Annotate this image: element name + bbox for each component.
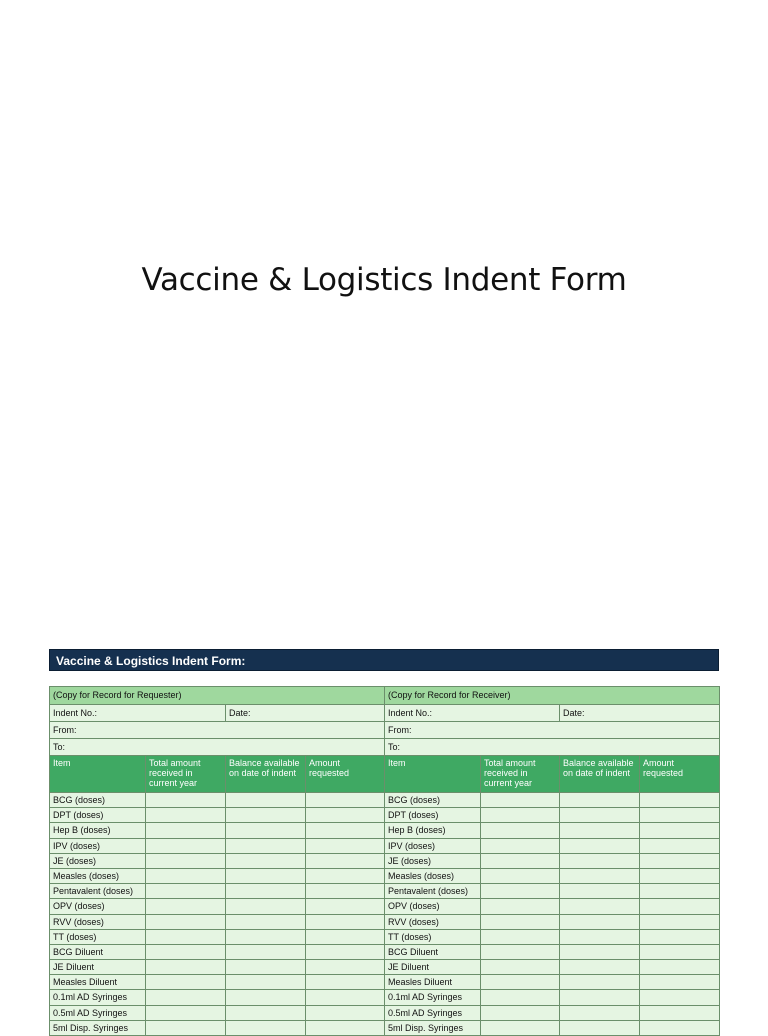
balance-available-cell[interactable] [226,808,306,823]
balance-available-cell[interactable] [226,1020,306,1035]
item-label: IPV (doses) [385,838,481,853]
amount-requested-cell[interactable] [640,975,720,990]
amount-requested-cell[interactable] [640,884,720,899]
item-label: BCG (doses) [50,793,146,808]
item-label: 0.5ml AD Syringes [385,1005,481,1020]
balance-available-cell[interactable] [226,960,306,975]
balance-available-cell[interactable] [560,960,640,975]
item-label: JE (doses) [385,853,481,868]
amount-requested-cell[interactable] [306,823,385,838]
column-header-total-received: Total amount received in current year [146,756,226,793]
indent-no-field[interactable]: Indent No.: [50,705,226,722]
balance-available-cell[interactable] [560,868,640,883]
total-received-cell[interactable] [146,899,226,914]
amount-requested-cell[interactable] [306,929,385,944]
amount-requested-cell[interactable] [306,793,385,808]
receiver-copy-table [384,686,720,1036]
total-received-cell[interactable] [146,975,226,990]
total-received-cell[interactable] [146,929,226,944]
table-row [50,1005,385,1020]
item-label: 0.1ml AD Syringes [50,990,146,1005]
date-field[interactable]: Date: [226,705,385,722]
balance-available-cell[interactable] [560,808,640,823]
amount-requested-cell[interactable] [306,868,385,883]
requester-copy-table [49,686,385,1036]
balance-available-cell[interactable] [560,884,640,899]
item-label: JE (doses) [50,853,146,868]
amount-requested-cell[interactable] [640,960,720,975]
table-row [50,853,385,868]
balance-available-cell[interactable] [226,990,306,1005]
item-label: DPT (doses) [50,808,146,823]
total-received-cell[interactable] [481,1020,560,1035]
table-row [50,914,385,929]
table-row [385,793,720,808]
balance-available-cell[interactable] [226,868,306,883]
total-received-cell[interactable] [146,853,226,868]
total-received-cell[interactable] [146,838,226,853]
amount-requested-cell[interactable] [640,929,720,944]
total-received-cell[interactable] [481,929,560,944]
balance-available-cell[interactable] [560,853,640,868]
total-received-cell[interactable] [481,884,560,899]
balance-available-cell[interactable] [226,793,306,808]
total-received-cell[interactable] [481,1005,560,1020]
column-header-amount-requested: Amount requested [306,756,385,793]
table-row [50,838,385,853]
balance-available-cell[interactable] [226,899,306,914]
amount-requested-cell[interactable] [640,899,720,914]
total-received-cell[interactable] [481,823,560,838]
table-row [385,853,720,868]
table-row [385,1020,720,1035]
date-field[interactable]: Date: [560,705,720,722]
total-received-cell[interactable] [481,990,560,1005]
item-label: BCG Diluent [385,944,481,959]
total-received-cell[interactable] [146,823,226,838]
table-row [50,929,385,944]
balance-available-cell[interactable] [226,838,306,853]
amount-requested-cell[interactable] [306,990,385,1005]
total-received-cell[interactable] [146,990,226,1005]
table-row [385,914,720,929]
amount-requested-cell[interactable] [306,975,385,990]
item-label: JE Diluent [50,960,146,975]
amount-requested-cell[interactable] [640,793,720,808]
table-row [50,868,385,883]
item-label: JE Diluent [385,960,481,975]
table-row [385,1005,720,1020]
indent-no-field[interactable]: Indent No.: [385,705,560,722]
table-row [50,899,385,914]
item-label: 5ml Disp. Syringes [385,1020,481,1035]
item-label: TT (doses) [385,929,481,944]
amount-requested-cell[interactable] [306,838,385,853]
balance-available-cell[interactable] [560,899,640,914]
table-row [385,944,720,959]
balance-available-cell[interactable] [226,853,306,868]
balance-available-cell[interactable] [560,823,640,838]
total-received-cell[interactable] [481,853,560,868]
column-header-item: Item [50,756,146,793]
table-row [385,960,720,975]
amount-requested-cell[interactable] [640,944,720,959]
item-label: Pentavalent (doses) [385,884,481,899]
table-row [385,823,720,838]
copy-label: (Copy for Record for Receiver) [385,687,720,705]
amount-requested-cell[interactable] [640,838,720,853]
balance-available-cell[interactable] [560,914,640,929]
table-row [50,1020,385,1035]
item-label: BCG Diluent [50,944,146,959]
amount-requested-cell[interactable] [640,914,720,929]
amount-requested-cell[interactable] [306,1005,385,1020]
table-row [385,808,720,823]
amount-requested-cell[interactable] [640,853,720,868]
balance-available-cell[interactable] [560,793,640,808]
total-received-cell[interactable] [481,960,560,975]
item-label: BCG (doses) [385,793,481,808]
amount-requested-cell[interactable] [306,899,385,914]
item-label: 0.5ml AD Syringes [50,1005,146,1020]
table-row [50,975,385,990]
total-received-cell[interactable] [146,1020,226,1035]
table-row [385,838,720,853]
amount-requested-cell[interactable] [306,853,385,868]
table-row [385,929,720,944]
balance-available-cell[interactable] [226,944,306,959]
total-received-cell[interactable] [481,899,560,914]
column-header-item: Item [385,756,481,793]
balance-available-cell[interactable] [560,990,640,1005]
amount-requested-cell[interactable] [640,990,720,1005]
amount-requested-cell[interactable] [306,1020,385,1035]
item-label: Measles (doses) [50,868,146,883]
page-title: Vaccine & Logistics Indent Form [141,262,627,298]
balance-available-cell[interactable] [560,929,640,944]
item-label: Measles Diluent [385,975,481,990]
to-field[interactable]: To: [50,739,385,756]
balance-available-cell[interactable] [226,929,306,944]
total-received-cell[interactable] [481,868,560,883]
item-label: RVV (doses) [385,914,481,929]
total-received-cell[interactable] [481,944,560,959]
total-received-cell[interactable] [481,914,560,929]
table-row [385,975,720,990]
amount-requested-cell[interactable] [640,1020,720,1035]
total-received-cell[interactable] [146,944,226,959]
total-received-cell[interactable] [481,808,560,823]
amount-requested-cell[interactable] [306,884,385,899]
amount-requested-cell[interactable] [640,823,720,838]
balance-available-cell[interactable] [226,884,306,899]
amount-requested-cell[interactable] [306,914,385,929]
item-label: Pentavalent (doses) [50,884,146,899]
total-received-cell[interactable] [146,914,226,929]
amount-requested-cell[interactable] [640,1005,720,1020]
total-received-cell[interactable] [481,793,560,808]
item-label: Measles Diluent [50,975,146,990]
table-row [385,990,720,1005]
item-label: Hep B (doses) [385,823,481,838]
amount-requested-cell[interactable] [306,960,385,975]
item-label: TT (doses) [50,929,146,944]
copy-label: (Copy for Record for Requester) [50,687,385,705]
total-received-cell[interactable] [146,868,226,883]
amount-requested-cell[interactable] [306,808,385,823]
balance-available-cell[interactable] [226,823,306,838]
item-label: 0.1ml AD Syringes [385,990,481,1005]
balance-available-cell[interactable] [560,1005,640,1020]
balance-available-cell[interactable] [226,1005,306,1020]
item-label: DPT (doses) [385,808,481,823]
item-label: 5ml Disp. Syringes [50,1020,146,1035]
table-row [385,868,720,883]
table-row [50,823,385,838]
amount-requested-cell[interactable] [306,944,385,959]
total-received-cell[interactable] [481,975,560,990]
column-header-amount-requested: Amount requested [640,756,720,793]
table-row [50,960,385,975]
balance-available-cell[interactable] [226,975,306,990]
column-header-balance-available: Balance available on date of indent [226,756,306,793]
item-label: IPV (doses) [50,838,146,853]
from-field[interactable]: From: [50,722,385,739]
column-header-balance-available: Balance available on date of indent [560,756,640,793]
form-header: Vaccine & Logistics Indent Form: [49,649,719,671]
total-received-cell[interactable] [146,808,226,823]
table-row [50,944,385,959]
item-label: Hep B (doses) [50,823,146,838]
amount-requested-cell[interactable] [640,868,720,883]
table-row [50,808,385,823]
balance-available-cell[interactable] [226,914,306,929]
item-label: OPV (doses) [385,899,481,914]
total-received-cell[interactable] [146,793,226,808]
table-row [385,884,720,899]
total-received-cell[interactable] [481,838,560,853]
table-row [50,793,385,808]
to-field[interactable]: To: [385,739,720,756]
item-label: Measles (doses) [385,868,481,883]
balance-available-cell[interactable] [560,944,640,959]
total-received-cell[interactable] [146,1005,226,1020]
amount-requested-cell[interactable] [640,808,720,823]
total-received-cell[interactable] [146,960,226,975]
table-row [50,884,385,899]
total-received-cell[interactable] [146,884,226,899]
column-header-total-received: Total amount received in current year [481,756,560,793]
item-label: OPV (doses) [50,899,146,914]
table-row [385,899,720,914]
balance-available-cell[interactable] [560,1020,640,1035]
from-field[interactable]: From: [385,722,720,739]
table-row [50,990,385,1005]
item-label: RVV (doses) [50,914,146,929]
balance-available-cell[interactable] [560,838,640,853]
balance-available-cell[interactable] [560,975,640,990]
